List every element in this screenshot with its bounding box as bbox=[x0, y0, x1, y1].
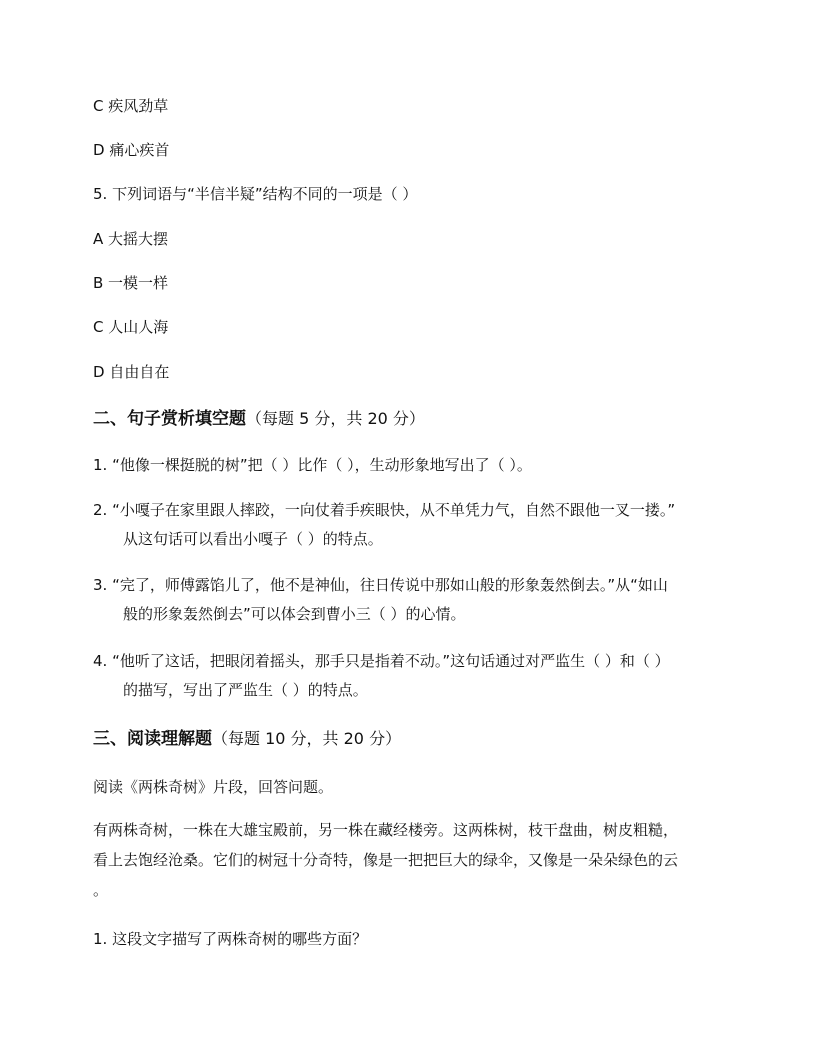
section2-item-3-line1: 3. “完了，师傅露馅儿了，他不是神仙，往日传说中那如山般的形象轰然倒去。”从“如山 bbox=[93, 576, 668, 594]
q5-option-a: A 大摇大摆 bbox=[93, 230, 169, 248]
passage-line: 看上去饱经沧桑。它们的树冠十分奇特，像是一把把巨大的绿伞，又像是一朵朵绿色的云 bbox=[93, 851, 679, 869]
section2-title: 二、句子赏析填空题 bbox=[93, 409, 246, 429]
section2-item-1-line1: 1. “他像一棵挺脱的树”把（ ）比作（ ），生动形象地写出了（ ）。 bbox=[93, 456, 532, 474]
section2-item-3-line2: 般的形象轰然倒去”可以体会到曹小三（ ）的心情。 bbox=[123, 605, 466, 623]
section3-title: 三、阅读理解题 bbox=[93, 729, 212, 749]
section2-note: （每题 5 分，共 20 分） bbox=[246, 409, 425, 428]
section2-item-4-line2: 的描写，写出了严监生（ ）的特点。 bbox=[123, 681, 368, 699]
section3-heading bbox=[93, 728, 733, 750]
section2-item-3 bbox=[93, 571, 723, 629]
section2-item-4 bbox=[93, 647, 723, 705]
section2-item-2-line1: 2. “小嘎子在家里跟人摔跤，一向仗着手疾眼快，从不单凭力气，自然不跟他一叉一搂。” bbox=[93, 501, 676, 519]
section2-item-1 bbox=[93, 451, 723, 480]
q5-option-d: D 自由自在 bbox=[93, 363, 170, 381]
q5-stem: 5. 下列词语与“半信半疑”结构不同的一项是（ ） bbox=[93, 185, 418, 203]
q4-option-d: D 痛心疾首 bbox=[93, 141, 170, 159]
q4-option-c: C 疾风劲草 bbox=[93, 97, 169, 115]
passage-line: 有两株奇树，一株在大雄宝殿前，另一株在藏经楼旁。这两株树，枝干盘曲，树皮粗糙， bbox=[93, 821, 679, 839]
section2-item-2 bbox=[93, 496, 723, 554]
section3-question-1: 1. 这段文字描写了两株奇树的哪些方面？ bbox=[93, 930, 368, 948]
section2-item-4-line1: 4. “他听了这话，把眼闭着摇头，那手只是指着不动。”这句话通过对严监生（ ）和（ ） bbox=[93, 652, 670, 670]
section3-passage bbox=[93, 815, 723, 905]
passage-line: 。 bbox=[93, 881, 109, 899]
section2-heading bbox=[93, 408, 733, 430]
section2-item-2-line2: 从这句话可以看出小嘎子（ ）的特点。 bbox=[123, 530, 383, 548]
section3-intro: 阅读《两株奇树》片段，回答问题。 bbox=[93, 778, 334, 796]
q5-option-b: B 一模一样 bbox=[93, 274, 169, 292]
q5-option-c: C 人山人海 bbox=[93, 318, 169, 336]
section3-note: （每题 10 分，共 20 分） bbox=[212, 729, 402, 748]
